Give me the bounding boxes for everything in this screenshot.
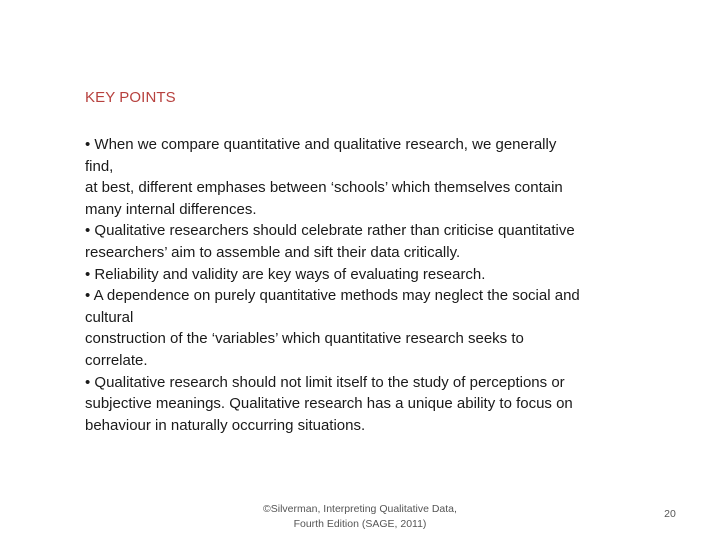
citation-footer [230,502,490,532]
body-line: at best, different emphases between ‘schools’ which themselves contain [85,179,563,197]
page-number: 20 [664,508,676,520]
footer-line: ©Silverman, Interpreting Qualitative Data, [263,503,457,515]
key-points-body [85,134,655,436]
body-line: • When we compare quantitative and qualitative research, we generally [85,136,557,153]
body-line: • Reliability and validity are key ways of evaluating research. [85,265,486,283]
body-line: correlate. [85,351,148,369]
body-line: cultural [85,308,134,326]
body-line: • Qualitative research should not limit itself to the study of perceptions or [85,373,565,391]
body-line: subjective meanings. Qualitative research has a unique ability to focus on [85,395,573,413]
body-line: construction of the ‘variables’ which quantitative research seeks to [85,330,524,348]
body-line: behaviour in naturally occurring situations. [85,416,366,434]
body-line: researchers’ aim to assemble and sift their data critically. [85,243,461,261]
slide-heading: KEY POINTS [85,89,176,106]
footer-line: Fourth Edition (SAGE, 2011) [293,518,427,530]
body-line: • A dependence on purely quantitative methods may neglect the social and [85,287,580,305]
body-line: many internal differences. [85,200,257,218]
body-line: • Qualitative researchers should celebrate rather than criticise quantitative [85,222,575,240]
body-line: find, [85,157,114,175]
